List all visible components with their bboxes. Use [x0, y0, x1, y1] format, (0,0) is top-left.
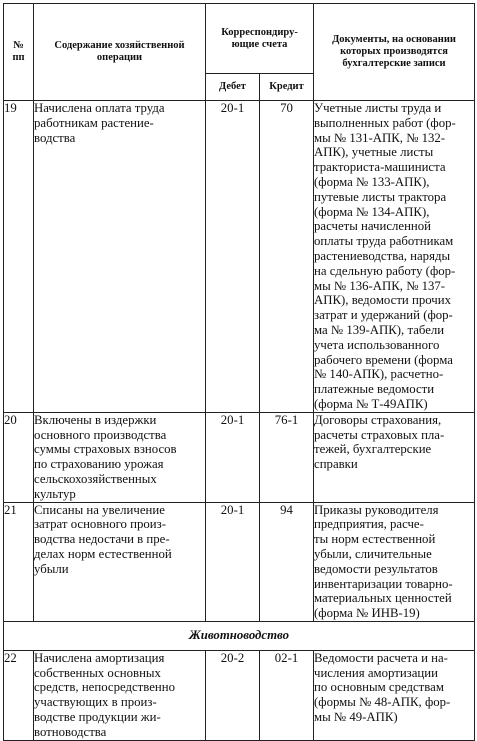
credit-account: 76-1 [260, 412, 314, 502]
document-line: выполненных работ (фор- [314, 115, 456, 130]
row-number: 20 [4, 412, 34, 502]
document-line: мы № 136-АПК, № 137- [314, 278, 446, 293]
document-line: числения амортизации [314, 665, 438, 680]
document-line: АПК), ведомости прочих [314, 293, 451, 308]
document-line: АПК), учетные листы [314, 145, 434, 160]
header-operation-line: операции [96, 52, 143, 63]
row-number: 21 [4, 502, 34, 621]
document-line: Приказы руководителя [314, 502, 439, 517]
table-row [4, 412, 475, 502]
credit-account: 02-1 [260, 650, 314, 740]
header-num-line: пп [12, 52, 25, 63]
operation-line: участвующих в произ- [34, 695, 157, 710]
document-line: материальных ценностей [314, 591, 452, 606]
document-line: на сдельную работу (фор- [314, 263, 456, 278]
operation-line: затрат основного произ- [34, 517, 166, 532]
operation-description [34, 101, 206, 413]
document-line: расчеты страховых пла- [314, 427, 445, 442]
header-documents-line: бухгалтерские записи [342, 58, 446, 69]
document-line: Договоры страхования, [314, 412, 442, 427]
document-line: Ведомости расчета и на- [314, 650, 448, 665]
document-line: затрат и удержаний (фор- [314, 308, 453, 323]
document-line: инвентаризации товарно- [314, 576, 453, 591]
operation-line: убыли [34, 561, 69, 576]
header-num-line: № [13, 40, 24, 51]
operation-line: работникам растение- [34, 115, 154, 130]
source-documents [314, 650, 475, 740]
document-line: мы № 131-АПК, № 132- [314, 130, 446, 145]
document-line: ведомости результатов [314, 561, 438, 576]
document-line: расчеты начисленной [314, 219, 432, 234]
debit-account: 20-1 [206, 412, 260, 502]
document-line: мы № 49-АПК) [314, 710, 398, 725]
row-number: 19 [4, 101, 34, 413]
document-line: справки [314, 457, 358, 472]
document-line: (форма № 133-АПК), [314, 174, 430, 189]
operation-line: основного производства [34, 427, 167, 442]
operation-line: суммы страховых взносов [34, 442, 177, 457]
header-documents-line: Документы, на основании [332, 34, 456, 45]
operation-line: Списаны на увеличение [34, 502, 165, 517]
operation-line: Начислена оплата труда [34, 101, 165, 115]
document-line: (форма № ИНВ-19) [314, 606, 420, 621]
table-row [4, 650, 475, 740]
operation-description [34, 412, 206, 502]
source-documents [314, 502, 475, 621]
operation-line: делах норм естественной [34, 546, 172, 561]
operation-line: средств, непосредственно [34, 680, 176, 695]
document-line: (форма № 134-АПК), [314, 204, 430, 219]
operation-description [34, 502, 206, 621]
operation-line: водства [34, 130, 76, 145]
document-line: (формы № 48-АПК, фор- [314, 695, 451, 710]
document-line: предприятия, расче- [314, 517, 424, 532]
document-line: растениеводства, наряды [314, 248, 451, 263]
credit-account: 70 [260, 101, 314, 413]
header-credit: Кредит [260, 74, 314, 101]
table-body [4, 650, 475, 740]
table-row [4, 101, 475, 413]
table-row [4, 502, 475, 621]
operation-line: водстве продукции жи- [34, 710, 161, 725]
debit-account: 20-1 [206, 101, 260, 413]
document-line: по основным средствам [314, 680, 444, 695]
source-documents [314, 101, 475, 413]
document-line: убыли, сличительные [314, 546, 432, 561]
header-documents-line: которых производятся [340, 46, 448, 57]
header-accounts-line: ющие счета [231, 38, 288, 50]
debit-account: 20-2 [206, 650, 260, 740]
operation-line: сельскохозяйственных [34, 471, 157, 486]
operation-line: водства недостачи в пре- [34, 532, 170, 547]
header-accounts-line: Корреспондиру- [221, 26, 298, 38]
document-line: ма № 139-АПК), табели [314, 322, 445, 337]
row-number: 22 [4, 650, 34, 740]
document-line: оплаты труда работникам [314, 234, 454, 249]
document-line: учета использованного [314, 337, 440, 352]
document-line: тежей, бухгалтерские [314, 442, 432, 457]
operation-line: собственных основных [34, 665, 161, 680]
operation-line: вотноводства [34, 724, 107, 739]
header-debit: Дебет [206, 74, 260, 101]
document-line: рабочего времени (форма [314, 352, 453, 367]
document-line: ты норм естественной [314, 532, 436, 547]
document-line: путевые листы трактора [314, 189, 447, 204]
credit-account: 94 [260, 502, 314, 621]
operation-line: культур [34, 486, 76, 501]
document-line: № 140-АПК), расчетно- [314, 367, 444, 382]
document-line: платежные ведомости [314, 382, 435, 397]
table-body [4, 101, 475, 622]
header-documents [314, 4, 475, 101]
document-line: (форма № Т-49АПК) [314, 396, 428, 411]
header-num [4, 4, 34, 101]
document-line: Учетные листы труда и [314, 101, 442, 115]
section-heading: Животноводство [4, 621, 475, 650]
section-row-group [4, 621, 475, 650]
document-line: тракториста-машиниста [314, 160, 446, 175]
operation-line: Включены в издержки [34, 412, 157, 427]
header-accounts [206, 4, 314, 74]
accounting-entries-table [3, 3, 475, 741]
header-operation [34, 4, 206, 101]
source-documents [314, 412, 475, 502]
operation-line: по страхованию урожая [34, 457, 164, 472]
operation-description [34, 650, 206, 740]
debit-account: 20-1 [206, 502, 260, 621]
operation-line: Начислена амортизация [34, 650, 165, 665]
header-operation-line: Содержание хозяйственной [54, 40, 185, 51]
